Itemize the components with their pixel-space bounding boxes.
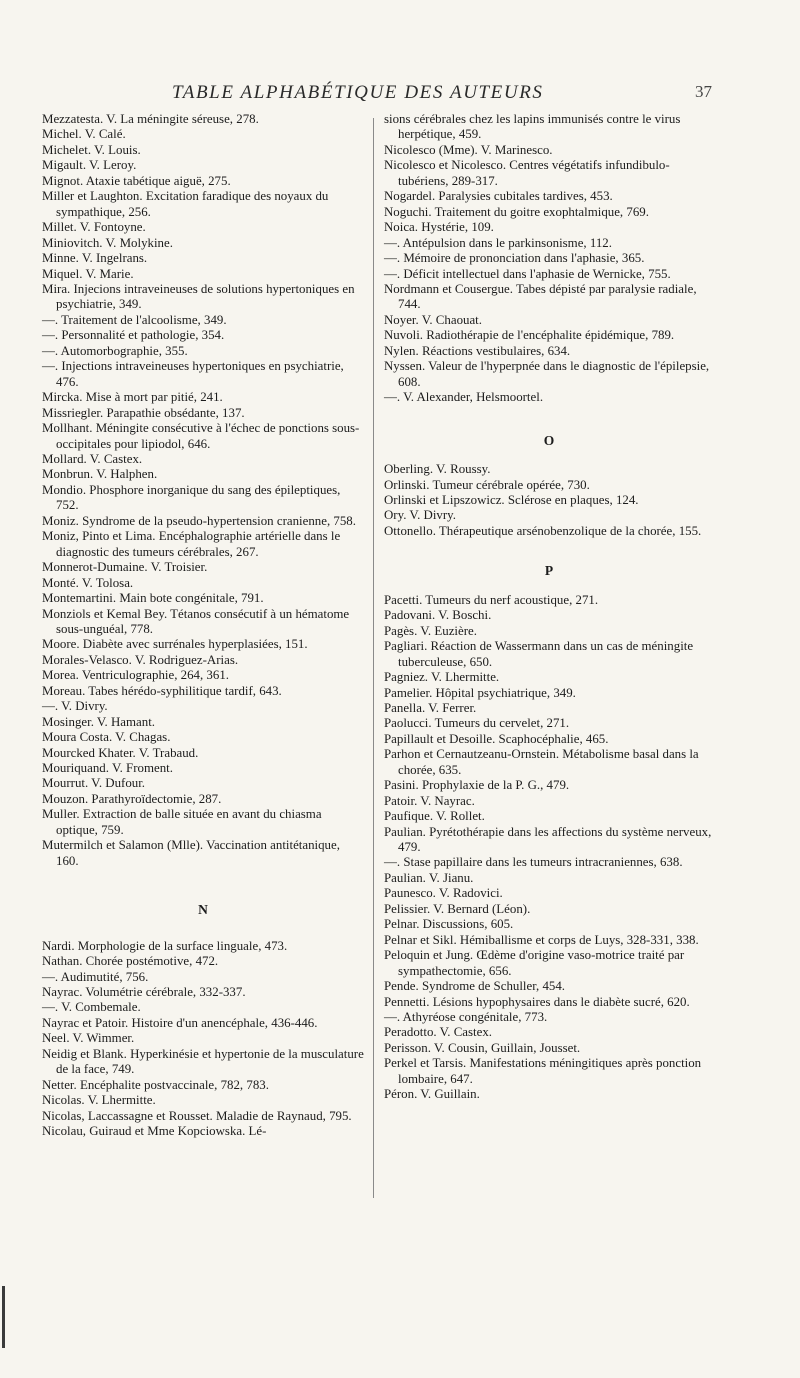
- index-entry: sions cérébrales chez les lapins immunisés contre le virus herpétique, 459.: [384, 112, 681, 142]
- index-entry: Pelnar et Sikl. Hémiballisme et corps de Luys, 328-331, 338.: [384, 932, 699, 947]
- index-entry: Paufique. V. Rollet.: [384, 809, 485, 824]
- index-entry: Moura Costa. V. Chagas.: [42, 730, 171, 745]
- index-entry: Ory. V. Divry.: [384, 508, 456, 523]
- index-entry: Michelet. V. Louis.: [42, 142, 141, 157]
- column-divider: [373, 118, 374, 1198]
- index-entry: Miquel. V. Marie.: [42, 266, 134, 281]
- index-entry: Padovani. V. Boschi.: [384, 608, 492, 623]
- index-entry: Morales-Velasco. V. Rodriguez-Arias.: [42, 652, 239, 667]
- index-entry: Nylen. Réactions vestibulaires, 634.: [384, 343, 571, 358]
- index-entry: Pagès. V. Euzière.: [384, 623, 477, 638]
- index-entry: Mignot. Ataxie tabétique aiguë, 275.: [42, 173, 231, 188]
- index-entry: Perkel et Tarsis. Manifestations méningitiques après ponction lombaire, 647.: [384, 1056, 702, 1086]
- index-entry: Nicolas, Laccassagne et Rousset. Maladie de Raynaud, 795.: [42, 1108, 352, 1123]
- index-entry: Nicolas. V. Lhermitte.: [42, 1093, 156, 1108]
- index-entry: Paunesco. V. Radovici.: [384, 886, 503, 901]
- index-entry: Mircka. Mise à mort par pitié, 241.: [42, 390, 223, 405]
- page-number: 37: [695, 82, 712, 101]
- index-entry: Nayrac. Volumétrie cérébrale, 332-337.: [42, 985, 246, 1000]
- n-entry-list: [42, 939, 364, 1140]
- index-entry: Mira. Injecions intraveineuses de solutions hypertoniques en psychiatrie, 349.: [42, 281, 355, 312]
- index-entry: Moreau. Tabes hérédo-syphilitique tardif, 643.: [42, 683, 282, 698]
- index-entry: —. Automorbographie, 355.: [42, 343, 188, 358]
- index-entry: Pagliari. Réaction de Wassermann dans un cas de méningite tuberculeuse, 650.: [384, 639, 694, 669]
- index-entry: —. Mémoire de prononciation dans l'aphasie, 365.: [384, 251, 645, 266]
- index-entry: Paulian. V. Jianu.: [384, 870, 474, 885]
- index-entry: Patoir. V. Nayrac.: [384, 793, 475, 808]
- index-entry: Orlinski et Lipszowicz. Sclérose en plaques, 124.: [384, 492, 639, 507]
- index-entry: Pasini. Prophylaxie de la P. G., 479.: [384, 778, 570, 793]
- index-entry: Missriegler. Parapathie obsédante, 137.: [42, 405, 245, 420]
- index-entry: Perisson. V. Cousin, Guillain, Jousset.: [384, 1040, 581, 1055]
- index-entry: Monziols et Kemal Bey. Tétanos consécutif à un hématome sous-unguéal, 778.: [42, 606, 350, 636]
- index-entry: Mutermilch et Salamon (Mlle). Vaccination antitétanique, 160.: [42, 838, 340, 868]
- index-entry: Nicolesco (Mme). V. Marinesco.: [384, 142, 553, 157]
- index-entry: Netter. Encéphalite postvaccinale, 782, 783.: [42, 1077, 269, 1092]
- index-entry: Pagniez. V. Lhermitte.: [384, 670, 500, 685]
- index-entry: —. Injections intraveineuses hypertoniques en psychiatrie, 476.: [42, 359, 344, 389]
- index-entry: Mourrut. V. Dufour.: [42, 776, 146, 791]
- index-entry: Pacetti. Tumeurs du nerf acoustique, 271.: [384, 592, 599, 607]
- index-entry: Noguchi. Traitement du goitre exophtalmique, 769.: [384, 204, 649, 219]
- index-entry: Monnerot-Dumaine. V. Troisier.: [42, 560, 208, 575]
- index-entry: Moniz. Syndrome de la pseudo-hypertension cranienne, 758.: [42, 513, 356, 528]
- section-heading-n: N: [198, 902, 208, 918]
- m-entry-list: [42, 112, 364, 869]
- index-entry: Paolucci. Tumeurs du cervelet, 271.: [384, 716, 570, 731]
- index-entry: —. Antépulsion dans le parkinsonisme, 112.: [384, 235, 612, 250]
- n-entry-list-continued: [384, 112, 714, 406]
- index-entry: Noyer. V. Chaouat.: [384, 312, 482, 327]
- index-entry: —. Athyréose congénitale, 773.: [384, 1010, 548, 1025]
- index-entry: Pelissier. V. Bernard (Léon).: [384, 901, 531, 916]
- index-entry: —. Personnalité et pathologie, 354.: [42, 328, 225, 343]
- index-entry: Pende. Syndrome de Schuller, 454.: [384, 979, 565, 994]
- index-entry: Moore. Diabète avec surrénales hyperplasiées, 151.: [42, 637, 308, 652]
- index-entry: Miller et Laughton. Excitation faradique des noyaux du sympathique, 256.: [42, 189, 329, 219]
- index-entry: Pamelier. Hôpital psychiatrique, 349.: [384, 685, 576, 700]
- index-entry: Mouriquand. V. Froment.: [42, 761, 173, 776]
- index-entry: Minne. V. Ingelrans.: [42, 251, 148, 266]
- left-column: [42, 112, 364, 1140]
- index-entry: Nogardel. Paralysies cubitales tardives, 453.: [384, 189, 613, 204]
- index-entry: Neidig et Blank. Hyperkinésie et hypertonie de la musculature de la face, 749.: [42, 1046, 364, 1077]
- index-entry: Monté. V. Tolosa.: [42, 575, 134, 590]
- section-heading-o: O: [543, 432, 555, 448]
- index-entry: Péron. V. Guillain.: [384, 1087, 480, 1102]
- index-entry: Pelnar. Discussions, 605.: [384, 917, 514, 932]
- index-entry: Monbrun. V. Halphen.: [42, 467, 158, 482]
- index-entry: Millet. V. Fontoyne.: [42, 220, 146, 235]
- index-entry: Neel. V. Wimmer.: [42, 1031, 135, 1046]
- index-entry: Mourcked Khater. V. Trabaud.: [42, 745, 199, 760]
- page-header: [0, 80, 800, 104]
- index-entry: Muller. Extraction de balle située en avant du chiasma optique, 759.: [42, 807, 322, 837]
- index-entry: Oberling. V. Roussy.: [384, 462, 491, 477]
- index-entry: —. Audimutité, 756.: [42, 969, 149, 984]
- index-entry: Orlinski. Tumeur cérébrale opérée, 730.: [384, 477, 590, 492]
- index-entry: —. V. Combemale.: [42, 1000, 141, 1015]
- section-heading-p: P: [544, 563, 554, 579]
- index-entry: Papillault et Desoille. Scaphocéphalie, 465.: [384, 731, 609, 746]
- index-entry: Mouzon. Parathyroïdectomie, 287.: [42, 791, 222, 806]
- index-entry: Noica. Hystérie, 109.: [384, 220, 494, 235]
- index-entry: Parhon et Cernautzeanu-Ornstein. Métabolisme basal dans la chorée, 635.: [384, 747, 699, 777]
- index-entry: Migault. V. Leroy.: [42, 158, 137, 173]
- index-entry: Mosinger. V. Hamant.: [42, 714, 156, 729]
- index-entry: Miniovitch. V. Molykine.: [42, 235, 173, 250]
- index-entry: —. Déficit intellectuel dans l'aphasie de Wernicke, 755.: [384, 266, 671, 281]
- index-entry: Nicolau, Guiraud et Mme Kopciowska. Lé-: [42, 1124, 267, 1139]
- index-entry: Nyssen. Valeur de l'hyperpnée dans le diagnostic de l'épilepsie, 608.: [384, 359, 710, 389]
- right-column: [384, 112, 714, 1103]
- index-entry: —. V. Alexander, Helsmoortel.: [384, 390, 544, 405]
- index-entry: Mollhant. Méningite consécutive à l'échec de ponctions sous-occipitales pour lipiodol, 646.: [42, 421, 360, 451]
- index-entry: Mondio. Phosphore inorganique du sang des épileptiques, 752.: [42, 482, 341, 513]
- index-entry: Paulian. Pyrétothérapie dans les affections du système nerveux, 479.: [384, 824, 712, 855]
- o-entry-list: [384, 462, 714, 539]
- index-entry: Michel. V. Calé.: [42, 127, 126, 142]
- index-entry: —. Traitement de l'alcoolisme, 349.: [42, 312, 227, 327]
- index-entry: Moniz, Pinto et Lima. Encéphalographie artérielle dans le diagnostic des tumeurs cérébrales, 267.: [42, 529, 341, 559]
- index-entry: Peradotto. V. Castex.: [384, 1025, 493, 1040]
- running-title: TABLE ALPHABÉTIQUE DES AUTEURS: [172, 82, 544, 103]
- index-entry: —. Stase papillaire dans les tumeurs intracraniennes, 638.: [384, 855, 683, 870]
- index-entry: Mollard. V. Castex.: [42, 451, 143, 466]
- p-entry-list: [384, 593, 714, 1103]
- scan-edge-mark: [2, 1286, 5, 1348]
- index-entry: Nordmann et Cousergue. Tabes dépisté par paralysie radiale, 744.: [384, 281, 697, 312]
- index-entry: Pennetti. Lésions hypophysaires dans le diabète sucré, 620.: [384, 994, 690, 1009]
- index-entry: Nuvoli. Radiothérapie de l'encéphalite épidémique, 789.: [384, 328, 675, 343]
- index-entry: Ottonello. Thérapeutique arsénobenzolique de la chorée, 155.: [384, 523, 702, 538]
- index-entry: Panella. V. Ferrer.: [384, 700, 477, 715]
- index-entry: Nayrac et Patoir. Histoire d'un anencéphale, 436-446.: [42, 1015, 318, 1030]
- index-entry: Morea. Ventriculographie, 264, 361.: [42, 668, 229, 683]
- index-entry: Nardi. Morphologie de la surface linguale, 473.: [42, 938, 288, 953]
- index-entry: Mezzatesta. V. La méningite séreuse, 278.: [42, 112, 259, 126]
- index-entry: —. V. Divry.: [42, 699, 108, 714]
- index-entry: Montemartini. Main bote congénitale, 791.: [42, 591, 264, 606]
- index-entry: Nicolesco et Nicolesco. Centres végétatifs infundibulo-tubériens, 289-317.: [384, 158, 670, 188]
- index-entry: Peloquin et Jung. Œdème d'origine vaso-motrice traité par sympathectomie, 656.: [384, 948, 685, 978]
- index-entry: Nathan. Chorée postémotive, 472.: [42, 954, 219, 969]
